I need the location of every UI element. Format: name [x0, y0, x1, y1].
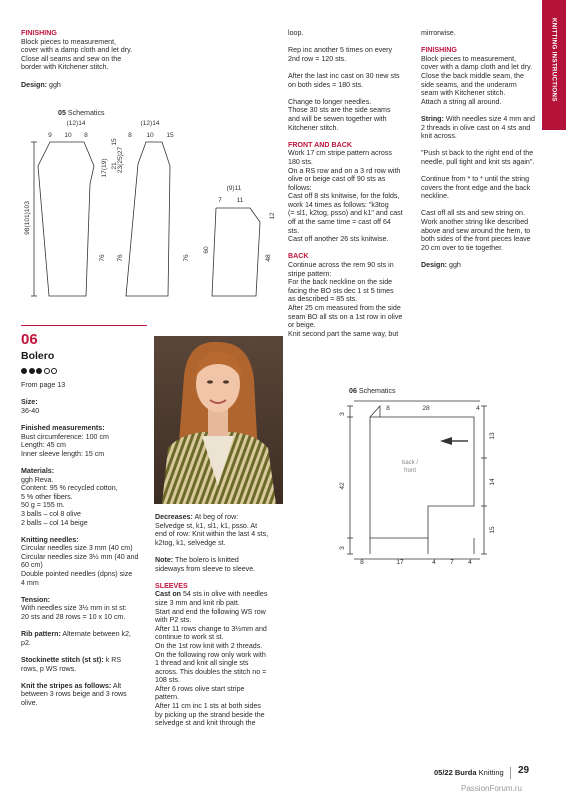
dim-label: 3 [339, 412, 346, 416]
design-line-2 [421, 261, 549, 270]
decreases-label: Decreases: [155, 513, 193, 521]
needles-label: Knitting needles: [21, 535, 79, 544]
materials-label: Materials: [21, 466, 55, 475]
measurements-label: Finished measurements: [21, 423, 105, 432]
materials-block [21, 467, 151, 527]
cast-on-text: 54 sts in olive with needles size 3 mm and knit rib patt. Start and end the following WS row with P2 sts. After 11 rows change to 3½mm and continue to work st st. On the 1st row knit with 2 threads. On the following row only work with 1 thread and knit all single sts across. This doubles the stitch no = 108 sts. After 6 rows olive start stripe pattern. After 11 cm inc 1 sts at both sides by picking up the strand beside the selvedge st and knit through the [155, 590, 268, 728]
schematic-piece-sleeve [212, 208, 260, 296]
rib-label: Rib pattern: [21, 630, 61, 639]
dim-label: 76 [117, 254, 124, 262]
dim-label: 14 [489, 478, 496, 486]
schematic-05-drawing [20, 118, 282, 304]
dim-label: 13 [489, 432, 496, 440]
pattern-details [21, 381, 151, 716]
pattern-number: 06 [21, 331, 38, 348]
front-back-column [288, 29, 416, 338]
difficulty-rating [21, 368, 59, 377]
design-label: Design: [21, 80, 48, 89]
size-label: Size: [21, 398, 38, 407]
stripes-label: Knit the stripes as follows: [21, 681, 112, 690]
dim-label: 11 [236, 197, 244, 204]
dim-label: 9 [48, 132, 52, 139]
schematic-piece-front-left [38, 142, 94, 296]
cast-on-label: Cast on [155, 590, 182, 599]
loop-text: loop. [288, 29, 304, 37]
dim-label: (12)14 [66, 120, 86, 127]
tension-block [21, 596, 151, 622]
dim-label: 8 [386, 405, 390, 412]
schematic-piece-back-front [370, 417, 474, 538]
dim-label: 42 [339, 482, 346, 490]
direction-arrow-icon [440, 437, 452, 445]
section-name: Knitting [478, 768, 504, 777]
longer-needles-text: Change to longer needles. Those 30 sts are the side seams and will be sewen together with Kitchener stitch. [288, 97, 391, 132]
dim-label: 17 [396, 559, 404, 566]
schematic-06-drawing [334, 396, 506, 574]
dim-label: 4 [468, 559, 472, 566]
dim-label: 15 [111, 138, 118, 146]
schematic-caption: Schematics [67, 109, 105, 117]
measurements-text: Bust circumference: 100 cm Length: 45 cm Inner sleeve length: 15 cm [21, 432, 109, 458]
cast-off-text: Cast off all sts and sew string on. Work another string like described above and sew around the hem, to both sides of the front pieces leave 20 cm over to tie together. [421, 209, 531, 252]
decreases-block [155, 513, 285, 547]
tension-label: Tension: [21, 595, 51, 604]
piece-label: back / [401, 460, 419, 466]
dim-label: 76 [99, 254, 106, 262]
dim-label: 7 [218, 197, 222, 204]
tension-text: With needles size 3½ mm in st st: 20 sts and 28 rows = 10 x 10 cm. [21, 604, 127, 622]
section-tab-label: KNITTING INSTRUCTIONS [550, 18, 558, 102]
dim-label: (12)14 [140, 120, 160, 127]
back-text: Continue across the rem 90 sts in stripe pattern: For the back neckline on the side facing the BO sts dec 1 st 5 times as described = 85 sts. After 25 cm measured from the side seam BO all sts on a 1st row in olive or beige. Knit second part the same way, but [288, 261, 403, 338]
dim-label: 4 [432, 559, 436, 566]
cast-on-new-text: After the last inc cast on 30 new sts on both sides = 180 sts. [288, 71, 400, 89]
cast-on-block [155, 590, 285, 728]
decreases-text: At beg of row: Selvedge st, k1, sl1, k1, psso. At end of row: Knit within the last 4 sts, k2tog, k1, selvedge st. [155, 513, 269, 547]
stockinette-block [21, 656, 151, 673]
difficulty-dot-empty-icon [51, 368, 57, 374]
front-back-text: Work 17 cm stripe pattern across 180 sts. On a RS row and on a 3 rd row with olive or beige cast off 90 sts as follows: Cast off 8 sts knitwise, for the folds, work 14 times as follows: "k3tog (= sl1, k2tog, psso) and k1" and cast off at the same time = cast off 64 sts. Cast off another 26 sts knitwise. [288, 149, 403, 244]
stripes-text: Alt between 3 rows beige and 3 rows olive. [21, 681, 127, 707]
dim-label: 7 [450, 559, 454, 566]
issue-number: 05/22 [434, 768, 453, 777]
dim-label: 12 [269, 212, 276, 220]
finishing-heading: FINISHING [21, 29, 57, 37]
note-label: Note: [155, 555, 174, 564]
dim-label: 98(101)103 [24, 201, 31, 235]
design-value: ggh [49, 80, 61, 89]
design-label-2: Design: [421, 261, 448, 270]
footer-divider [510, 767, 511, 779]
dim-label: 4 [476, 405, 480, 412]
model-photo [154, 336, 283, 504]
front-back-heading: FRONT AND BACK [288, 140, 352, 149]
schematic-number: 06 [349, 387, 357, 395]
note-block [155, 556, 285, 573]
dim-label: 15 [489, 526, 496, 534]
dim-label: 48 [265, 254, 272, 262]
measurements-block [21, 424, 151, 458]
dim-label: 15 [166, 132, 174, 139]
push-st-text: "Push st back to the right end of the needle, pull tight and knit sts again". [421, 149, 535, 166]
dim-label: 8 [360, 559, 364, 566]
string-label: String: [421, 114, 444, 123]
section-rule [21, 325, 147, 326]
sleeves-heading: SLEEVES [155, 581, 188, 590]
rep-inc-text: Rep inc another 5 times on every 2nd row = 120 sts. [288, 46, 393, 63]
finishing-text-2: Block pieces to measurement, cover with a damp cloth and let dry. Close the back middle seam, the side seams, and the underarm seam with Kitchener stitch. Attach a string all around. [421, 54, 533, 106]
needles-block [21, 536, 151, 588]
string-text: With needles size 4 mm and 2 threads in olive cast on 4 sts and knit across. [421, 114, 535, 141]
dim-label: 23(25)27 [117, 146, 124, 174]
finishing-block [21, 29, 151, 89]
schematic-caption: Schematics [358, 387, 396, 395]
dim-label: 60 [203, 246, 210, 254]
dim-label: 8 [84, 132, 88, 139]
difficulty-dot-empty-icon [44, 368, 50, 374]
dim-label: 3 [339, 546, 346, 550]
dim-label: 28 [422, 405, 430, 412]
dim-label: 10 [146, 132, 154, 139]
stockinette-text: k RS rows, p WS rows. [21, 656, 122, 673]
difficulty-dot-filled-icon [29, 368, 35, 374]
difficulty-dot-filled-icon [36, 368, 42, 374]
schematic-number: 05 [58, 109, 66, 117]
dim-label: 21 [111, 162, 118, 170]
finishing-heading-2: FINISHING [421, 46, 457, 55]
dim-label: 10 [64, 132, 72, 139]
difficulty-dot-filled-icon [21, 368, 27, 374]
stockinette-label: Stockinette stitch (st st): [21, 656, 104, 664]
schematic-caption-06 [349, 387, 396, 396]
brand-name: Burda [454, 768, 477, 777]
schematic-piece-back [126, 142, 170, 296]
from-page: From page 13 [21, 381, 66, 389]
design-value-2: ggh [449, 261, 461, 270]
finishing-column [421, 29, 549, 270]
footer [434, 769, 504, 778]
page-number: 29 [518, 765, 530, 776]
schematic-caption-05 [58, 109, 105, 118]
pattern-header [21, 332, 59, 377]
materials-text: ggh Reva. Content: 95 % recycled cotton, 5 % other fibers. 50 g = 155 m. 3 balls – col 8 olive 2 balls – col 14 beige [21, 475, 118, 527]
dim-label: 17(19) [101, 158, 108, 178]
needles-text: Circular needles size 3 mm (40 cm) Circular needles size 3½ mm (40 and 60 cm) Double pointed needles (dpns) size 4 mm [21, 544, 139, 587]
note-text: The bolero is knitted sideways from sleeve to sleeve. [155, 555, 256, 573]
size-block [21, 398, 151, 415]
rib-block [21, 630, 151, 647]
mirrorwise-text: mirrorwise. [421, 29, 456, 37]
pattern-name: Bolero [21, 350, 55, 362]
rib-text: Alternate between k2, p2. [21, 630, 132, 647]
stripes-block [21, 682, 151, 708]
dim-label: 76 [183, 254, 190, 262]
size-value: 36-40 [21, 406, 40, 415]
string-block [421, 115, 549, 141]
finishing-text: Block pieces to measurement, cover with a damp cloth and let dry. Close all seams and sew on the border with Kitchener stitch. [21, 37, 133, 72]
continue-text: Continue from * to * until the string covers the front edge and the back neckline. [421, 175, 531, 201]
sleeves-column [155, 513, 285, 728]
back-heading: BACK [288, 252, 309, 261]
dim-label: (9)11 [226, 185, 242, 192]
watermark-credit: PassionForum.ru [461, 784, 522, 793]
piece-label-2: front [403, 468, 417, 474]
design-line [21, 81, 151, 90]
dim-label: 8 [128, 132, 132, 139]
